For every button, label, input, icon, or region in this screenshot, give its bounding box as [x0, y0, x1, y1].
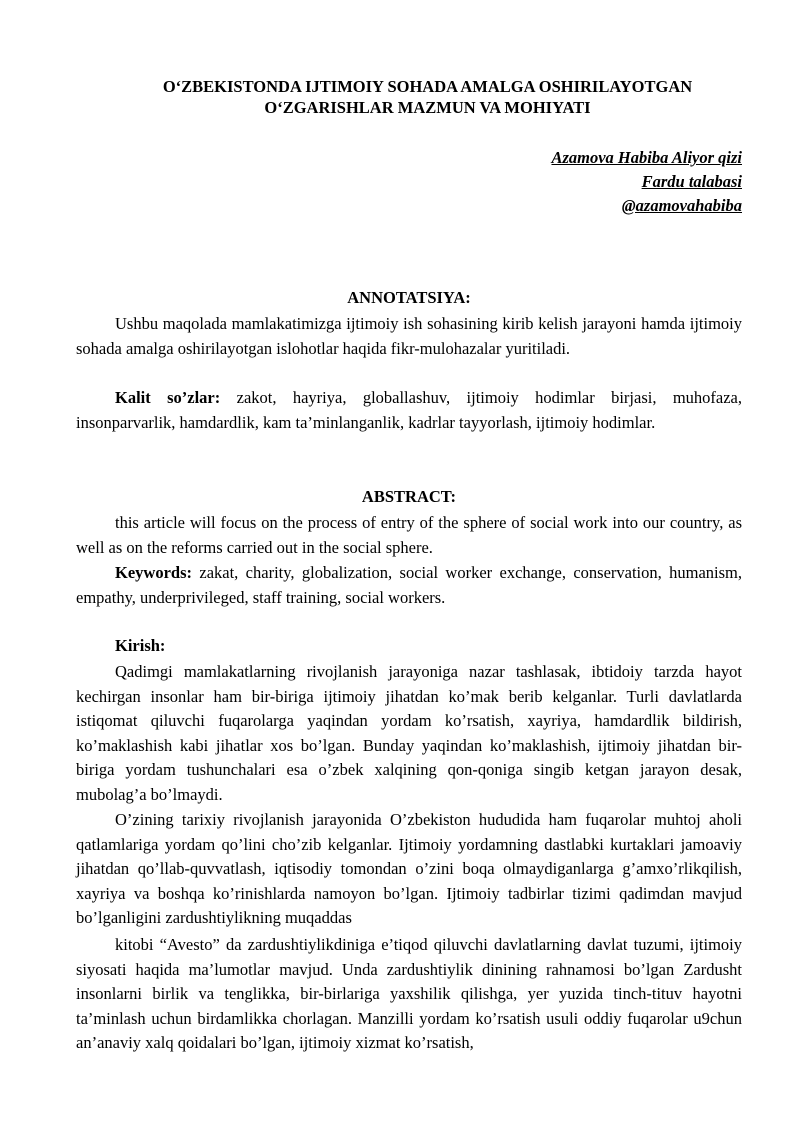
author-handle: @azamovahabiba	[621, 196, 742, 215]
keywords-en-text: zakat, charity, globalization, social worker exchange, conservation, humanism, empathy, underprivileged, staff training, social workers.	[76, 563, 742, 607]
abstract-heading: ABSTRACT:	[361, 487, 457, 506]
keywords-uz-text: zakot, hayriya, globallashuv, ijtimoiy hodimlar birjasi, muhofaza, insonparvarlik, hamdardlik, kam ta’minlanganlik, kadrlar tayyorlash, ijtimoiy hodimlar.	[76, 388, 743, 432]
body-paragraph-1: Qadimgi mamlakatlarning rivojlanish jarayoniga nazar tashlasak, ibtidoiy tarzda hayot kechirgan insonlar ham bir-biriga ijtimoiy jihatdan ko’mak berib kelganlar. Turli davlatlarda istiqomat qiluvchi fuqarolarga yaqindan yordam ko’rsatish, xayriya, hamdardlik bildirish, ko’maklashish kabi jihatlar xos bo’lgan. Bunday yaqindan ko’maklashish, ijtimoiy jihatdan bir-biriga yordam tushunchalari esa o’zbek xalqining qon-qoniga singib ketgan jarayon desak, mubolag’a bo’lmaydi.	[76, 662, 742, 804]
annotation-heading: ANNOTATSIYA:	[347, 288, 471, 307]
keywords-en	[76, 561, 742, 610]
section-heading-kirish: Kirish:	[115, 636, 166, 655]
annotation-text: Ushbu maqolada mamlakatimizga ijtimoiy ish sohasining kirib kelish jarayoni hamda ijtimoiy sohada amalga oshirilayotgan islohotlar haqida fikr-mulohazalar yuritiladi.	[76, 314, 742, 358]
author-affiliation: Fardu talabasi	[641, 172, 742, 191]
title-line-2: O‘ZGARISHLAR MAZMUN VA MOHIYATI	[264, 98, 591, 117]
keywords-en-label: Keywords:	[115, 563, 192, 582]
author-block	[551, 146, 742, 218]
author-name: Azamova Habiba Aliyor qizi	[551, 148, 742, 167]
paper-title	[60, 76, 795, 118]
abstract-text: this article will focus on the process of entry of the sphere of social work into our country, as well as on the reforms carried out in the social sphere.	[76, 513, 742, 557]
keywords-uz-label: Kalit so’zlar:	[115, 388, 221, 407]
keywords-uz	[76, 386, 742, 435]
title-line-1: O‘ZBEKISTONDA IJTIMOIY SOHADA AMALGA OSHIRILAYOTGAN	[162, 77, 693, 96]
body-paragraph-3: kitobi “Avesto” da zardushtiylikdiniga e’tiqod qiluvchi davlatlarning davlat tuzumi, ijtimoiy siyosati haqida ma’lumotlar mavjud. Unda zardushtiylik dinining rahnamosi bo’lgan Zardusht insonlarni birlik va tenglikka, bir-birlariga yaxshilik qilishga, yer yuzida tinch-tituv hayotni ta’minlash uchun birdamlikka chorlagan. Manzilli yordam ko’rsatish usuli oddiy fuqarolar u9chun an’anaviy xalq qoidalari bo’lgan, ijtimoiy xizmat ko’rsatish,	[76, 935, 742, 1052]
body-paragraph-2: O’zining tarixiy rivojlanish jarayonida O’zbekiston hududida ham fuqarolar muhtoj aholi qatlamlariga yordam qo’lini cho’zib kelganlar. Ijtimoiy yordamning dastlabki kurtaklari jamoaviy jihatdan qo’llab-quvvatlash, iqtisodiy tomondan o’zini boqa olmaydiganlarga g’amxo’rlikqilish, xayriya va boshqa ko’rinishlarda namoyon bo’lgan. Ijtimoiy tadbirlar tizimi qadimdan mavjud bo’lganligini zardushtiylikning muqaddas	[76, 810, 742, 927]
